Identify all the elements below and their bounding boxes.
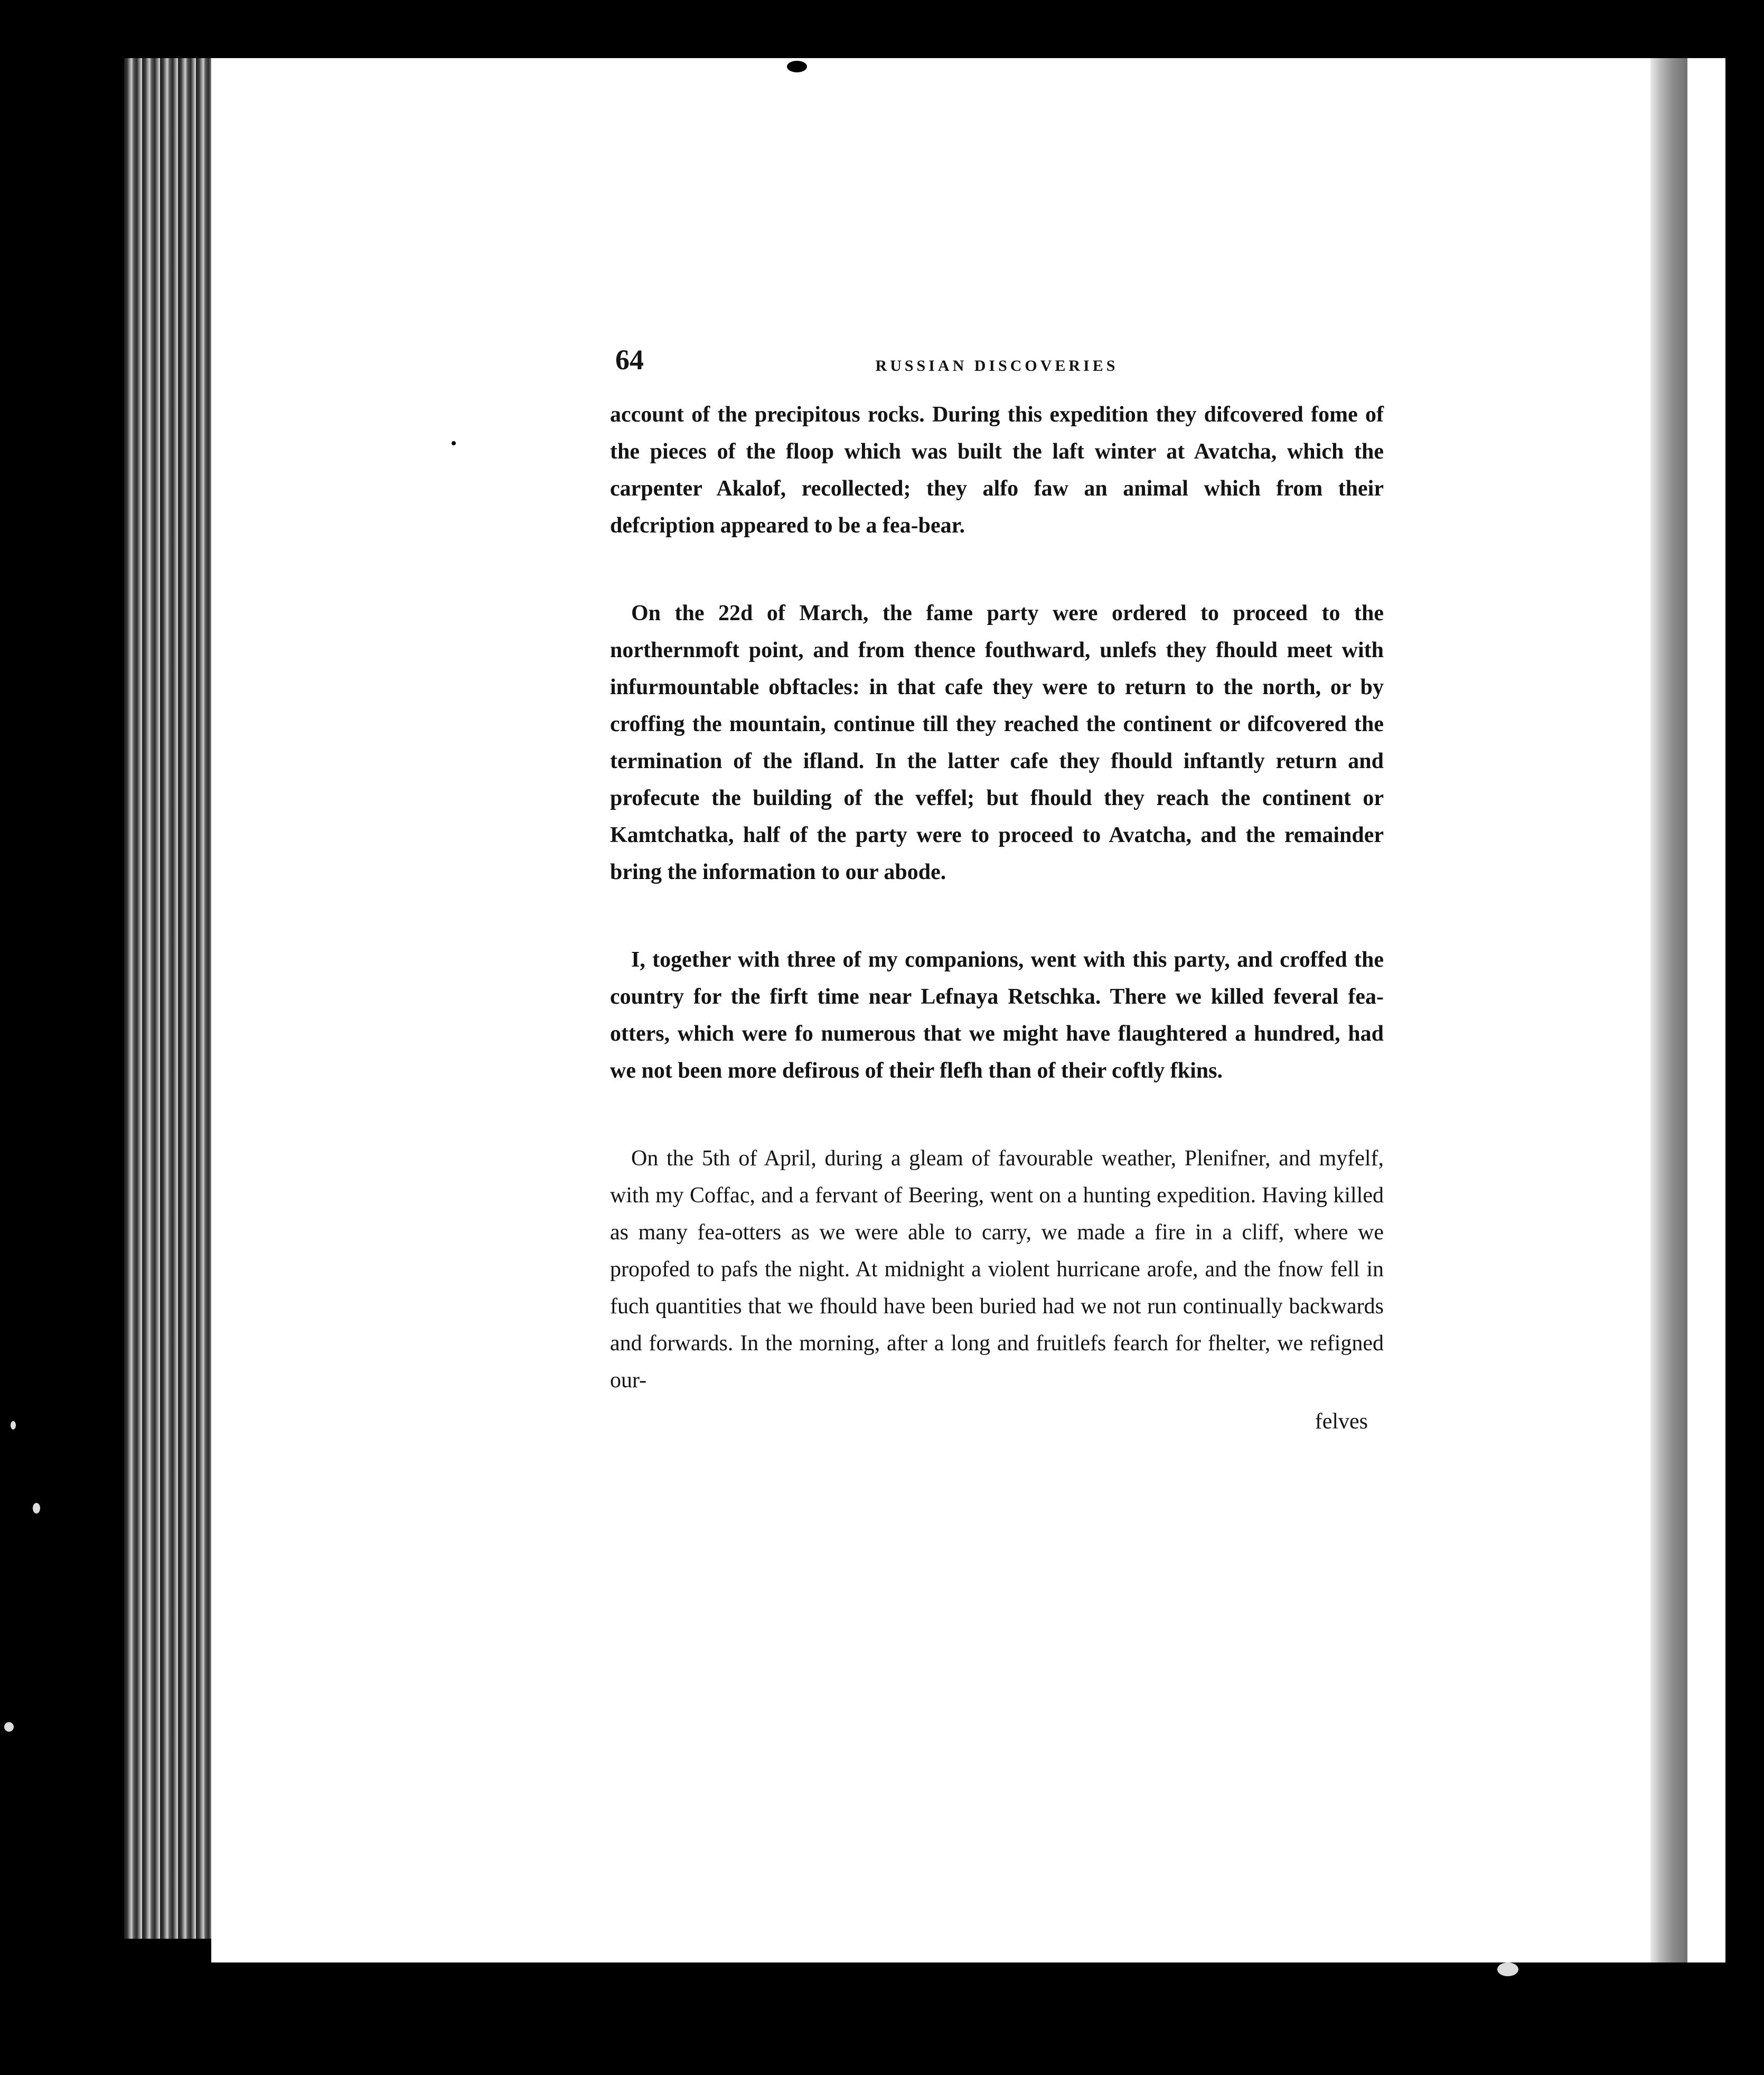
running-title: RUSSIAN DISCOVERIES <box>875 357 1119 375</box>
paragraph-3: I, together with three of my companions, went with this party, and croffed the country for the firft time near Lefnaya Retschka. There we killed feveral fea-otters, which were fo numerous that we might have flaughtered a hundred, had we not been more defirous of their flefh than of their coftly fkins. <box>610 948 1384 1083</box>
catchword: felves <box>1315 1409 1368 1434</box>
scan-speck <box>787 61 807 72</box>
paragraph-4: On the 5th of April, during a gleam of favourable weather, Plenifner, and myfelf, with my Coffac, and a fervant of Beering, went on a hunting expedition. Having killed as many fea-otters as we were able to carry, we made a fire in a cliff, where we propofed to pafs the night. At midnight a violent hurricane arofe, and the fnow fell in fuch quantities that we fhould have been buried had we not run continually backwards and forwards. In the morning, after a long and fruitlefs fearch for fhelter, we refigned our- <box>610 1146 1384 1392</box>
running-head <box>610 343 1384 381</box>
page-number: 64 <box>615 344 644 376</box>
page-gutter-shadow <box>1650 58 1687 1962</box>
scan-speck <box>33 1503 40 1513</box>
book-page-edges <box>124 58 214 1939</box>
text-block <box>610 343 1384 1440</box>
scan-speck <box>4 1722 14 1732</box>
scan-speck <box>452 441 456 445</box>
facing-page-edge <box>1687 58 1725 1962</box>
paragraph-2: On the 22d of March, the fame party were ordered to proceed to the northernmoft point, and from thence fouthward, unlefs they fhould meet with infurmountable obftacles: in that cafe they were to return to the north, or by croffing the mountain, continue till they reached the continent or difcovered the termination of the ifland. In the latter cafe they fhould inftantly return and profecute the building of the veffel; but fhould they reach the continent or Kamtchatka, half of the party were to proceed to Avatcha, and the remainder bring the information to our abode. <box>610 601 1384 884</box>
scan-speck <box>1497 1962 1518 1976</box>
scan-speck <box>11 1421 16 1429</box>
paragraph-1: account of the precipitous rocks. During this expedition they difcovered fome of the pieces of the floop which was built the laft winter at Avatcha, which the carpenter Akalof, recollected; they alfo faw an animal which from their defcription appeared to be a fea-bear. <box>610 403 1384 538</box>
